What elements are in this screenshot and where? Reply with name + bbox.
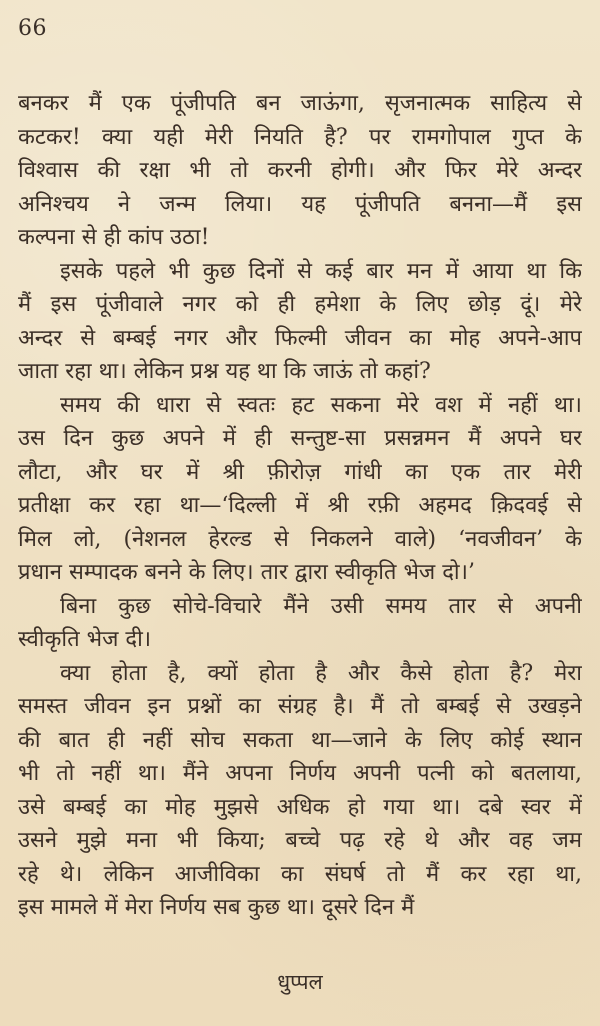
text-line: प्रधान सम्पादक बनने के लिए। तार द्वारा स्वीकृति भेज दो।’	[18, 560, 475, 585]
running-footer: धुप्पल	[277, 970, 323, 994]
body-text	[18, 87, 582, 925]
text-line: समस्त जीवन इन प्रश्नों का संग्रह है। मैं तो बम्बई से उखड़ने	[18, 694, 582, 719]
text-line: अनिश्चय ने जन्म लिया। यह पूंजीपति बनना—मैं इस	[18, 191, 582, 217]
text-line: कटकर! क्या यही मेरी नियति है? पर रामगोपाल गुप्त के	[18, 124, 582, 150]
page-number: 66	[18, 16, 47, 41]
text-line: इसके पहले भी कुछ दिनों से कई बार मन में आया था कि	[60, 258, 582, 284]
text-line: मैं इस पूंजीवाले नगर को ही हमेशा के लिए छोड़ दूं। मेरे	[18, 292, 582, 317]
text-line: बिना कुछ सोचे-विचारे मैंने उसी समय तार से अपनी	[60, 593, 582, 619]
text-line: उस दिन कुछ अपने में ही सन्तुष्ट-सा प्रसन्नमन मैं अपने घर	[18, 426, 582, 451]
text-line: स्वीकृति भेज दी।	[18, 627, 152, 652]
text-line: जाता रहा था। लेकिन प्रश्न यह था कि जाऊं तो कहां?	[18, 359, 431, 384]
text-line: मिल लो, (नेशनल हेरल्ड से निकलने वाले) ‘नवजीवन’ के	[18, 526, 582, 552]
paragraph-4	[18, 590, 582, 657]
text-line: प्रतीक्षा कर रहा था—‘दिल्ली में श्री रफ़ी अहमद क़िदवई से	[18, 493, 582, 518]
text-line: उसने मुझे मना भी किया; बच्चे पढ़ रहे थे और वह जम	[18, 828, 582, 853]
text-line: भी तो नहीं था। मैंने अपना निर्णय अपनी पत्नी को बतलाया,	[18, 761, 582, 786]
text-line: विश्वास की रक्षा भी तो करनी होगी। और फिर मेरे अन्दर	[18, 158, 582, 183]
paragraph-3	[18, 389, 582, 590]
text-line: बनकर मैं एक पूंजीपति बन जाऊंगा, सृजनात्मक साहित्य से	[18, 91, 582, 116]
paragraph-5	[18, 657, 582, 925]
text-line: इस मामले में मेरा निर्णय सब कुछ था। दूसरे दिन मैं	[18, 895, 415, 920]
paragraph-1	[18, 87, 582, 255]
text-line: क्या होता है, क्यों होता है और कैसे होता है? मेरा	[60, 660, 582, 686]
text-line: की बात ही नहीं सोच सकता था—जाने के लिए कोई स्थान	[18, 727, 582, 753]
text-line: अन्दर से बम्बई नगर और फिल्मी जीवन का मोह अपने-आप	[18, 325, 582, 351]
text-line: समय की धारा से स्वतः हट सकना मेरे वश में नहीं था।	[60, 392, 582, 418]
text-line: उसे बम्बई का मोह मुझसे अधिक हो गया था। दबे स्वर में	[18, 794, 582, 820]
text-line: रहे थे। लेकिन आजीविका का संघर्ष तो मैं कर रहा था,	[18, 861, 582, 887]
text-line: कल्पना से ही कांप उठा!	[18, 225, 210, 250]
paragraph-2	[18, 255, 582, 389]
text-line: लौटा, और घर में श्री फ़ीरोज़ गांधी का एक तार मेरी	[18, 459, 582, 485]
